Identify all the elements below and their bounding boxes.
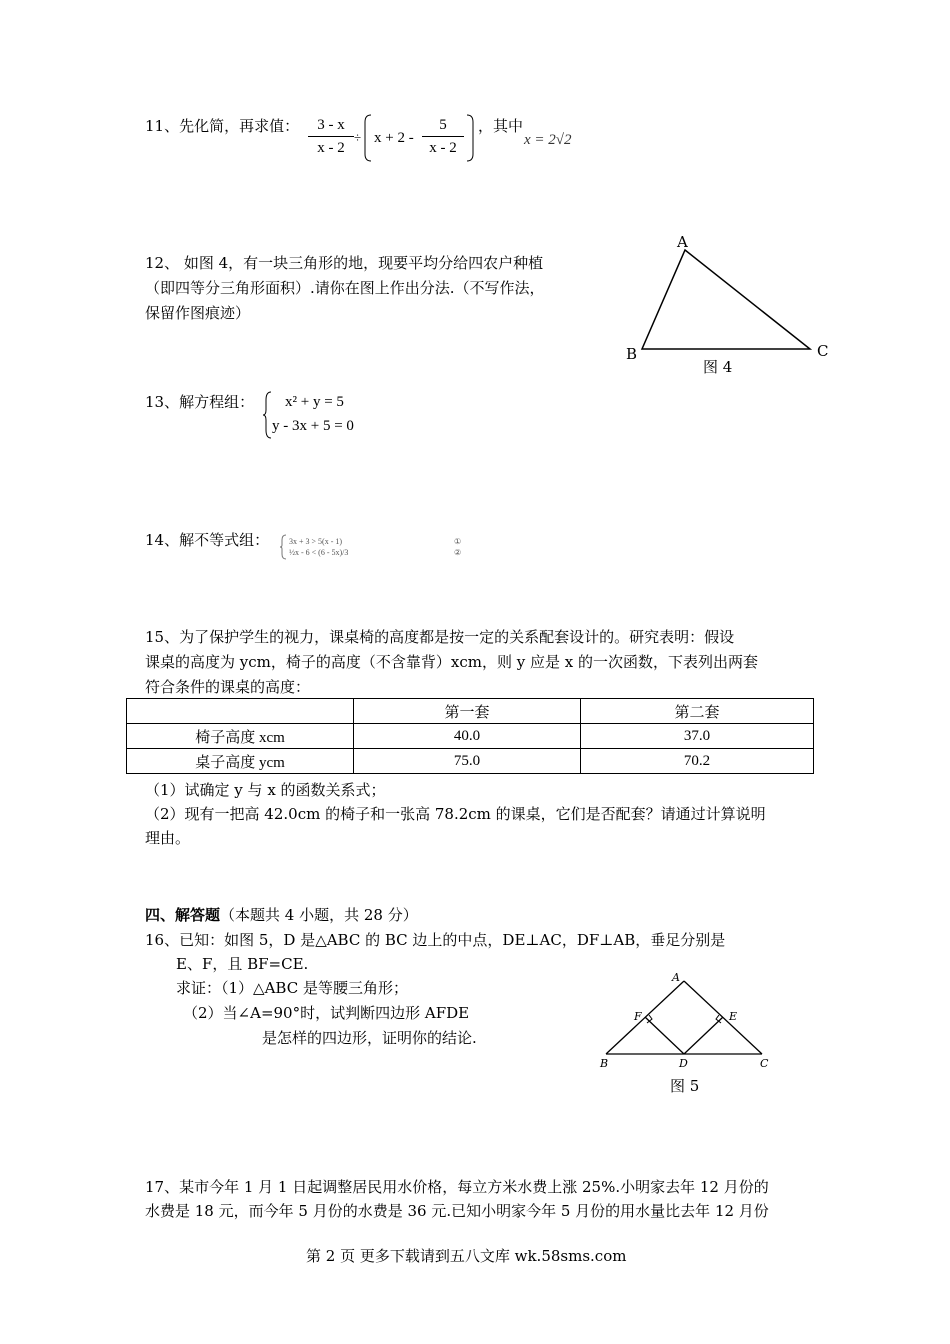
q16-label-c: C (760, 1057, 769, 1070)
q11-condition: x = 2√2 (524, 132, 572, 148)
section-4-heading (145, 903, 418, 927)
q14-label: 14、解不等式组： (145, 531, 270, 549)
q13-equation-2: y - 3x + 5 = 0 (272, 418, 354, 434)
q16-figure-caption: 图 5 (670, 1077, 700, 1095)
q11-frac1-numerator: 3 - x (317, 117, 345, 133)
q11-divide-sign: ÷ (354, 130, 362, 145)
q11-paren-content: x + 2 - (374, 130, 414, 146)
q11-label: 11、先化简，再求值： (145, 117, 300, 135)
q11-frac2-denominator: x - 2 (429, 140, 457, 156)
q12-line-3: 保留作图痕迹） (145, 304, 251, 322)
q17-line-1: 17、某市今年 1 月 1 日起调整居民用水价格，每立方米水费上涨 25%.小明家去年 12 月份的 (145, 1178, 769, 1196)
table-cell: 桌子高度 ycm (127, 749, 354, 774)
q13-label: 13、解方程组： (145, 393, 255, 411)
q15-line-2: 课桌的高度为 ycm，椅子的高度（不含靠背）xcm，则 y 应是 x 的一次函数，下表列出两套 (145, 653, 758, 671)
q15-sub-2-line-2: 理由。 (145, 829, 191, 847)
q14-mark-2: ② (454, 548, 462, 557)
q15-line-3: 符合条件的课桌的高度： (145, 678, 311, 696)
q11-frac2-numerator: 5 (439, 117, 447, 133)
q12-label-b: B (626, 345, 638, 363)
table-row (127, 724, 814, 749)
q15-table (126, 698, 814, 774)
table-cell: 椅子高度 xcm (127, 724, 354, 749)
q16-label-e: E (729, 1010, 738, 1023)
section-4-note: （本题共 4 小题，共 28 分） (220, 906, 418, 924)
q14-inequality-1: 3x + 3 > 5(x - 1) (289, 537, 343, 546)
q16-label-b: B (600, 1057, 609, 1070)
table-cell: 40.0 (354, 724, 581, 749)
q14-inequality-2: ½x - 6 < (6 - 5x)/3 (289, 548, 349, 557)
q11-left-paren (364, 114, 372, 162)
q12-line-2: （即四等分三角形面积）.请你在图上作出分法.（不写作法， (145, 279, 545, 297)
q11-right-paren (466, 114, 474, 162)
table-header-row (127, 699, 814, 724)
q12-line-1: 12、 如图 4，有一块三角形的地，现要平均分给四农户种植 (145, 254, 544, 272)
q14-mark-1: ① (454, 537, 462, 546)
table-cell: 37.0 (581, 724, 814, 749)
q13-equation-1: x² + y = 5 (285, 394, 344, 410)
table-header-cell (127, 699, 354, 724)
table-cell: 75.0 (354, 749, 581, 774)
q16-label-d: D (679, 1057, 688, 1070)
q12-figure-caption: 图 4 (703, 358, 733, 376)
q15-sub-2-line-1: （2）现有一把高 42.0cm 的椅子和一张高 78.2cm 的课桌，它们是否配套？请通过计算说明 (145, 805, 766, 823)
page-footer: 第 2 页 更多下载请到五八文库 wk.58sms.com (306, 1247, 627, 1265)
q11-suffix: ，其中 (478, 117, 524, 135)
q16-line-2: E、F，且 BF=CE. (176, 955, 309, 973)
q16-line-1: 16、已知：如图 5，D 是△ABC 的 BC 边上的中点，DE⊥AC，DF⊥AB，垂足分别是 (145, 931, 726, 949)
q16-line-3: 求证：（1）△ABC 是等腰三角形； (176, 979, 408, 997)
q12-label-c: C (817, 342, 829, 360)
table-row (127, 749, 814, 774)
table-header-cell: 第一套 (354, 699, 581, 724)
q11-fraction-2 (422, 114, 464, 159)
table-header-cell: 第二套 (581, 699, 814, 724)
q16-label-f: F (634, 1010, 642, 1023)
q14-brace (280, 534, 288, 560)
q16-line-5: 是怎样的四边形，证明你的结论. (262, 1029, 477, 1047)
q11-fraction-1 (308, 114, 354, 159)
q12-label-a: A (677, 233, 688, 251)
q17-line-2: 水费是 18 元，而今年 5 月份的水费是 36 元.已知小明家今年 5 月份的用水量比去年 12 月份 (145, 1202, 769, 1220)
table-cell: 70.2 (581, 749, 814, 774)
q16-line-4: （2）当∠A=90°时，试判断四边形 AFDE (183, 1004, 470, 1022)
q16-label-a: A (672, 971, 680, 984)
q11-frac1-denominator: x - 2 (317, 140, 345, 156)
section-4-title: 四、解答题 (145, 906, 221, 924)
q15-line-1: 15、为了保护学生的视力，课桌椅的高度都是按一定的关系配套设计的。研究表明：假设 (145, 628, 735, 646)
q15-sub-1: （1）试确定 y 与 x 的函数关系式； (145, 781, 386, 799)
